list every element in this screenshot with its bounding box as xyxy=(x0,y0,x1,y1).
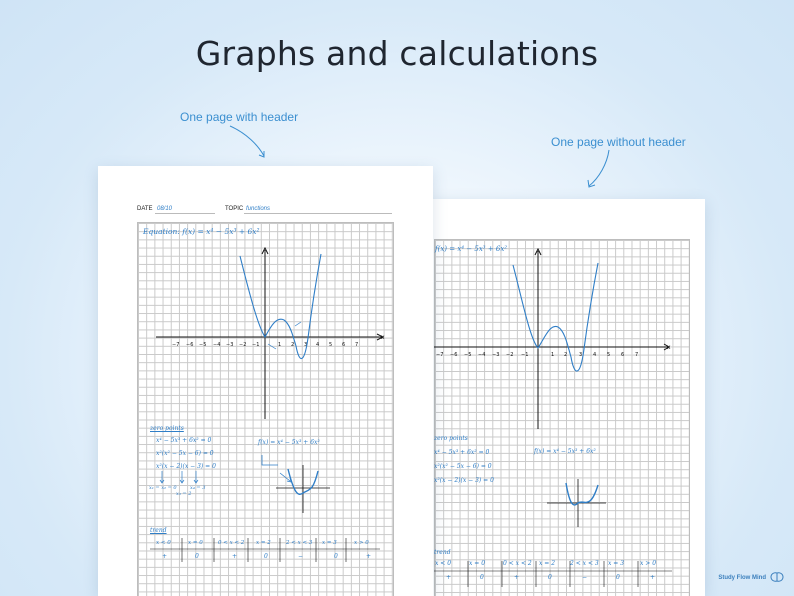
svg-text:7: 7 xyxy=(635,352,639,358)
trend-value: − xyxy=(582,574,588,581)
svg-text:x: x xyxy=(667,344,671,351)
zero-line: x²(x² − 5x − 6) = 0 xyxy=(156,450,214,457)
curved-arrow-icon xyxy=(583,148,619,192)
page-heading: Graphs and calculations xyxy=(195,34,599,73)
trend-value: 0 xyxy=(195,553,199,560)
brain-icon xyxy=(770,572,784,583)
zero-line: x⁴ − 5x³ + 6x² = 0 xyxy=(156,437,212,444)
trend-value: + xyxy=(162,553,168,560)
equation-label: f(x) = x⁴ − 5x³ + 6x² xyxy=(435,245,508,253)
svg-text:−3: −3 xyxy=(492,352,500,358)
zero-line: x²(x − 2)(x − 3) = 0 xyxy=(434,477,494,484)
svg-text:−7: −7 xyxy=(172,342,180,348)
svg-text:−1: −1 xyxy=(521,352,529,358)
trend-header: x > 0 xyxy=(354,540,369,546)
svg-text:3: 3 xyxy=(579,352,583,358)
trend-header: x < 0 xyxy=(156,540,171,546)
trend-header: 0 < x < 2 xyxy=(503,560,532,567)
svg-text:1: 1 xyxy=(278,342,282,348)
svg-text:5: 5 xyxy=(329,342,333,348)
trend-header: x = 3 xyxy=(608,560,625,567)
trend-header: 0 < x < 2 xyxy=(218,540,245,546)
svg-text:−4: −4 xyxy=(478,352,486,358)
date-value: 08/10 xyxy=(157,206,173,212)
zero-result: x₃ = 2 xyxy=(176,491,192,497)
sketch-graph xyxy=(258,451,338,517)
trend-header: 2 < x < 3 xyxy=(570,560,599,567)
trend-value: − xyxy=(298,553,304,560)
page-without-header xyxy=(422,199,705,596)
trend-value: + xyxy=(232,553,238,560)
svg-text:−1: −1 xyxy=(252,342,260,348)
trend-title: trend xyxy=(434,549,451,556)
brand-logo xyxy=(718,572,784,583)
svg-text:4: 4 xyxy=(593,352,597,358)
trend-value: 0 xyxy=(480,574,484,581)
topic-label: TOPIC xyxy=(225,206,244,212)
svg-text:7: 7 xyxy=(355,342,359,348)
svg-text:−5: −5 xyxy=(464,352,472,358)
function-note: f(x) = x⁴ − 5x³ + 6x² xyxy=(258,439,320,446)
trend-header: x = 3 xyxy=(322,540,337,546)
svg-text:−4: −4 xyxy=(213,342,221,348)
svg-text:−6: −6 xyxy=(450,352,458,358)
function-graph xyxy=(98,166,433,596)
function-graph xyxy=(422,199,705,596)
equation-label: Equation: f(x) = x⁴ − 5x³ + 6x² xyxy=(143,227,260,236)
svg-text:6: 6 xyxy=(621,352,625,358)
page-with-header xyxy=(98,166,433,596)
trend-value: + xyxy=(650,574,656,581)
svg-text:x: x xyxy=(381,334,385,341)
trend-value: 0 xyxy=(616,574,620,581)
svg-text:−2: −2 xyxy=(239,342,247,348)
trend-header: x < 0 xyxy=(435,560,452,567)
trend-title: trend xyxy=(150,527,167,534)
date-label: DATE xyxy=(137,206,153,212)
svg-text:−3: −3 xyxy=(226,342,234,348)
zero-result: x₄ = 3 xyxy=(190,485,206,491)
zero-line: x²(x − 2)(x − 3) = 0 xyxy=(156,463,216,470)
trend-header: x = 2 xyxy=(539,560,556,567)
svg-text:3: 3 xyxy=(304,342,308,348)
zero-line: x²(x² − 5x − 6) = 0 xyxy=(434,463,492,470)
trend-header: x = 0 xyxy=(469,560,486,567)
trend-value: + xyxy=(366,553,372,560)
caption-with-header: One page with header xyxy=(180,110,299,124)
svg-text:6: 6 xyxy=(342,342,346,348)
svg-text:5: 5 xyxy=(607,352,611,358)
zero-result: x₁ = x₂ = 0 xyxy=(149,485,177,491)
zero-points-title: zero points xyxy=(150,425,184,432)
zero-line: x⁴ − 5x³ + 6x² = 0 xyxy=(434,449,490,456)
trend-header: x = 2 xyxy=(256,540,271,546)
topic-value: functions xyxy=(246,206,271,212)
trend-header: 2 < x < 3 xyxy=(286,540,313,546)
curved-arrow-icon xyxy=(226,123,272,165)
caption-without-header: One page without header xyxy=(551,135,686,149)
svg-text:−6: −6 xyxy=(186,342,194,348)
trend-value: 0 xyxy=(264,553,268,560)
trend-header: x > 0 xyxy=(640,560,657,567)
trend-header: x = 0 xyxy=(188,540,203,546)
function-note: f(x) = x⁴ − 5x³ + 6x² xyxy=(534,448,596,455)
svg-text:1: 1 xyxy=(551,352,555,358)
trend-value: + xyxy=(514,574,520,581)
brand-name: Study Flow Mind xyxy=(718,574,766,581)
svg-text:−5: −5 xyxy=(199,342,207,348)
trend-value: 0 xyxy=(334,553,338,560)
svg-text:4: 4 xyxy=(316,342,320,348)
trend-value: 0 xyxy=(548,574,552,581)
svg-text:2: 2 xyxy=(564,352,568,358)
svg-text:2: 2 xyxy=(291,342,295,348)
zero-points-title: zero points xyxy=(434,435,468,442)
svg-text:−2: −2 xyxy=(506,352,514,358)
svg-text:−7: −7 xyxy=(436,352,444,358)
trend-value: + xyxy=(446,574,452,581)
sketch-graph xyxy=(542,471,612,531)
